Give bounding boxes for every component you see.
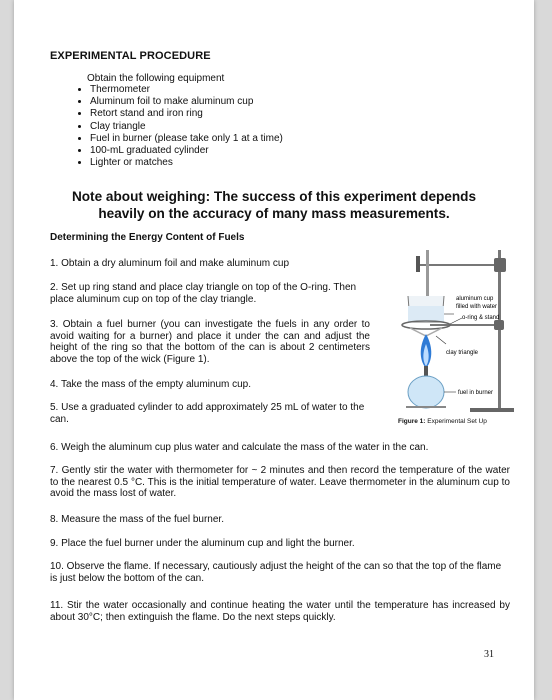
clamp-holder xyxy=(494,258,506,272)
step-10: 10. Observe the flame. If necessary, cautiously adjust the height of the can so that the top of the flame is just below the bottom of the can. xyxy=(50,561,502,584)
burner-base xyxy=(406,406,446,408)
ring-arm xyxy=(430,324,500,326)
clamp-jaw xyxy=(416,256,420,272)
list-item: • Aluminum foil to make aluminum cup xyxy=(90,96,283,108)
step-7: 7. Gently stir the water with thermometer for ~ 2 minutes and then record the temperature of the water to the nearest 0.5 °C. This is the initial temperature of water. Leave thermometer in the aluminum cup to avoid the mass lost of water. xyxy=(50,465,510,500)
step-4: 4. Take the mass of the empty aluminum cup. xyxy=(50,379,252,390)
equipment-intro: Obtain the following equipment xyxy=(87,73,225,84)
step-11: 11. Stir the water occasionally and continue heating the water until the temperature has increased by about 30°C; then extinguish the flame. Do the next steps quickly. xyxy=(50,600,510,623)
step-1: 1. Obtain a dry aluminum foil and make aluminum cup xyxy=(50,258,290,269)
equipment-list xyxy=(72,84,283,169)
figure-caption xyxy=(398,418,487,425)
figure-caption-label: Figure 1: xyxy=(398,418,426,425)
label-cup-line1: aluminum cup xyxy=(456,296,494,302)
step-2: 2. Set up ring stand and place clay triangle on top of the O-ring. Then place aluminum cup on top of the clay triangle. xyxy=(50,282,357,305)
page-heading: EXPERIMENTAL PROCEDURE xyxy=(50,50,211,62)
burner-wick xyxy=(424,366,428,376)
step-5: 5. Use a graduated cylinder to add approximately 25 mL of water to the can. xyxy=(50,402,365,425)
fuel-burner xyxy=(408,376,444,408)
document-page xyxy=(14,0,534,700)
clamp-arm xyxy=(418,264,500,266)
ring-holder xyxy=(494,320,504,330)
list-item: • Thermometer xyxy=(90,84,283,96)
step-9: 9. Place the fuel burner under the aluminum cup and light the burner. xyxy=(50,538,355,549)
label-burner: fuel in burner xyxy=(458,390,494,396)
leader-line xyxy=(436,336,446,344)
list-item: • Clay triangle xyxy=(90,121,283,133)
experimental-setup-figure xyxy=(370,244,520,416)
label-ring: o-ring & stand xyxy=(462,315,500,321)
list-item: • Lighter or matches xyxy=(90,157,283,169)
page-number: 31 xyxy=(484,649,494,660)
step-8: 8. Measure the mass of the fuel burner. xyxy=(50,514,224,525)
section-heading: Determining the Energy Content of Fuels xyxy=(50,232,245,243)
leader-line xyxy=(450,318,462,324)
cup-water xyxy=(408,306,444,322)
figure-caption-text: Experimental Set Up xyxy=(425,418,487,425)
list-item: • Retort stand and iron ring xyxy=(90,108,283,120)
stand-base xyxy=(470,408,514,412)
list-item: • Fuel in burner (please take only 1 at a time) xyxy=(90,133,283,145)
label-cup-line2: filled with water xyxy=(456,304,498,310)
step-3: 3. Obtain a fuel burner (you can investigate the fuels in any order to avoid waiting for a burner) and place it under the can and adjust the height of the ring so that the bottom of the can is about 2 centimeters above the top of the wick (Figure 1). xyxy=(50,319,370,365)
step-6: 6. Weigh the aluminum cup plus water and calculate the mass of the water in the can. xyxy=(50,442,429,453)
weighing-note: Note about weighing: The success of this experiment depends heavily on the accuracy of many mass measurements. xyxy=(71,189,477,221)
label-triangle: clay triangle xyxy=(446,350,479,356)
list-item: • 100-mL graduated cylinder xyxy=(90,145,283,157)
